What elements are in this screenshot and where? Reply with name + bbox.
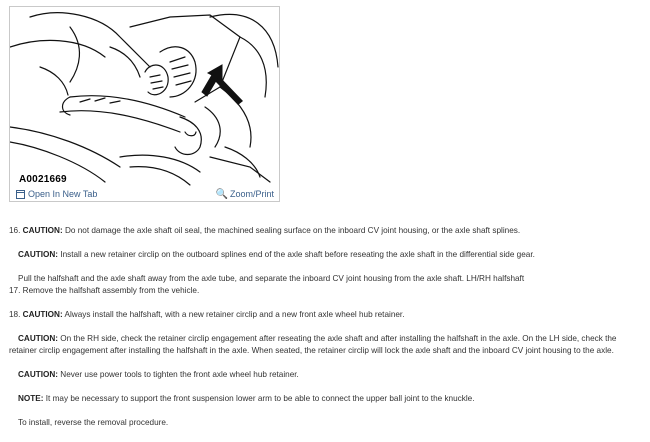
caution-retainer-circlip bbox=[18, 250, 535, 260]
caution-label: CAUTION: bbox=[22, 226, 63, 235]
caution-text: retainer circlip engagement after installing the halfshaft in the axle. When seated, the retainer circlip will lock the axle shaft and the inboard CV joint housing to the axle. bbox=[9, 346, 614, 355]
figure-toolbar bbox=[10, 188, 279, 202]
caution-label: CAUTION: bbox=[18, 370, 59, 379]
step-number: 18. bbox=[9, 310, 23, 319]
caution-text: Install a new retainer circlip on the outboard splines end of the axle shaft before reseating the axle shaft in the differential side gear. bbox=[58, 250, 535, 259]
caution-label: CAUTION: bbox=[18, 250, 59, 259]
halfshaft-illustration bbox=[10, 7, 279, 187]
note-label: NOTE: bbox=[18, 394, 44, 403]
new-tab-icon bbox=[16, 190, 25, 199]
zoom-print-label: Zoom/Print bbox=[229, 189, 274, 199]
caution-rh-side-line1 bbox=[18, 334, 616, 344]
open-in-new-tab-label: Open In New Tab bbox=[28, 189, 98, 199]
step-17 bbox=[9, 286, 199, 296]
note-lower-arm bbox=[18, 394, 474, 404]
open-in-new-tab-link[interactable] bbox=[16, 189, 97, 199]
caution-rh-side-line2 bbox=[9, 346, 614, 356]
figure-id-label: A0021669 bbox=[19, 174, 67, 185]
step-16-caution bbox=[9, 226, 520, 236]
zoom-print-link[interactable] bbox=[216, 189, 274, 199]
instruction-text: To install, reverse the removal procedure. bbox=[18, 418, 169, 427]
magnifier-icon: 🔍 bbox=[215, 188, 228, 200]
caution-text: Do not damage the axle shaft oil seal, the machined sealing surface on the inboard CV joint housing, or the axle shaft splines. bbox=[62, 226, 521, 235]
caution-text: Always install the halfshaft, with a new retainer circlip and a new front axle wheel hub retainer. bbox=[62, 310, 405, 319]
step-number: 16. bbox=[9, 226, 23, 235]
install-instruction bbox=[18, 418, 168, 428]
instruction-text: 17. Remove the halfshaft assembly from the vehicle. bbox=[9, 286, 200, 295]
caution-text: Never use power tools to tighten the front axle wheel hub retainer. bbox=[58, 370, 299, 379]
step-16-instruction bbox=[18, 274, 524, 284]
caution-label: CAUTION: bbox=[18, 334, 59, 343]
note-text: It may be necessary to support the front suspension lower arm to be able to connect the upper ball joint to the knuckle. bbox=[43, 394, 475, 403]
caution-text: On the RH side, check the retainer circlip engagement after reseating the axle shaft and after installing the halfshaft in the axle. On the LH side, check the bbox=[58, 334, 617, 343]
caution-label: CAUTION: bbox=[22, 310, 63, 319]
instruction-text: Pull the halfshaft and the axle shaft away from the axle tube, and separate the inboard CV joint housing from the axle shaft. LH/RH halfshaft bbox=[18, 274, 525, 283]
step-18-caution bbox=[9, 310, 405, 320]
caution-power-tools bbox=[18, 370, 299, 380]
figure-panel bbox=[9, 6, 280, 202]
